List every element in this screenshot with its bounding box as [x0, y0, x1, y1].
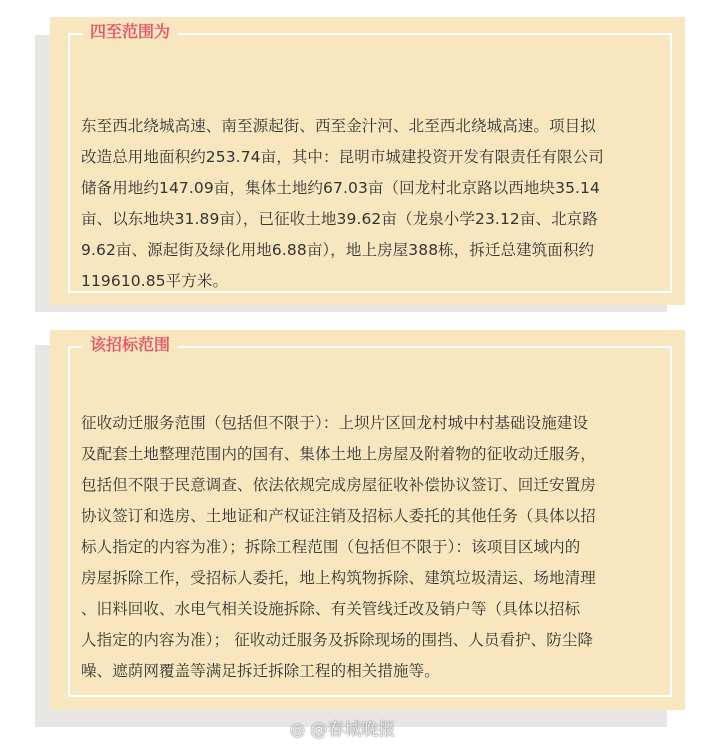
section-frame	[68, 335, 672, 697]
body-line: 噪、遮荫网覆盖等满足拆迁拆除工程的相关措施等。	[81, 662, 440, 680]
section-body	[81, 111, 662, 297]
body-line: 、旧料回收、水电气相关设施拆除、有关管线迁改及销户等（具体以招标	[81, 600, 581, 618]
body-line: 包括但不限于民意调查、依法依规完成房屋征收补偿协议签订、回迁安置房	[81, 476, 596, 494]
section-scope-card	[50, 17, 685, 305]
body-line: 征收动迁服务范围（包括但不限于）：上坝片区回龙村城中村基础设施建设	[81, 414, 589, 432]
weibo-icon: ◎	[290, 720, 305, 740]
watermark	[290, 715, 395, 740]
section-tender-card	[50, 330, 685, 710]
body-line: 房屋拆除工作，受招标人委托，地上构筑物拆除、建筑垃圾清运、场地清理	[81, 569, 596, 587]
body-line: 标人指定的内容为准）；拆除工程范围（包括但不限于）：该项目区域内的	[81, 538, 581, 556]
body-line: 改造总用地面积约253.74亩，其中：昆明市城建投资开发有限责任有限公司	[81, 148, 604, 166]
body-line: 人指定的内容为准）； 征收动迁服务及拆除现场的围挡、人员看护、防尘降	[81, 631, 594, 649]
body-line: 9.62亩、源起街及绿化用地6.88亩），地上房屋388栋，拆迁总建筑面积约	[81, 241, 595, 259]
section-title: 四至范围为	[90, 22, 171, 41]
body-line: 亩、以东地块31.89亩），已征收土地39.62亩（龙泉小学23.12亩、北京路	[81, 210, 598, 228]
section-title: 该招标范围	[90, 335, 171, 354]
body-line: 协议签订和选房、土地证和产权证注销及招标人委托的其他任务（具体以招	[81, 507, 596, 525]
watermark-text: @春城晚报	[310, 720, 396, 740]
section-frame	[68, 22, 672, 293]
body-line: 东至西北绕城高速、南至源起街、西至金汁河、北至西北绕城高速。项目拟	[81, 117, 596, 135]
body-line: 及配套土地整理范围内的国有、集体土地上房屋及附着物的征收动迁服务，	[81, 445, 596, 463]
body-line: 储备用地约147.09亩，集体土地约67.03亩（回龙村北京路以西地块35.14	[81, 179, 600, 197]
body-line: 119610.85平方米。	[81, 272, 229, 290]
section-body	[81, 408, 662, 687]
